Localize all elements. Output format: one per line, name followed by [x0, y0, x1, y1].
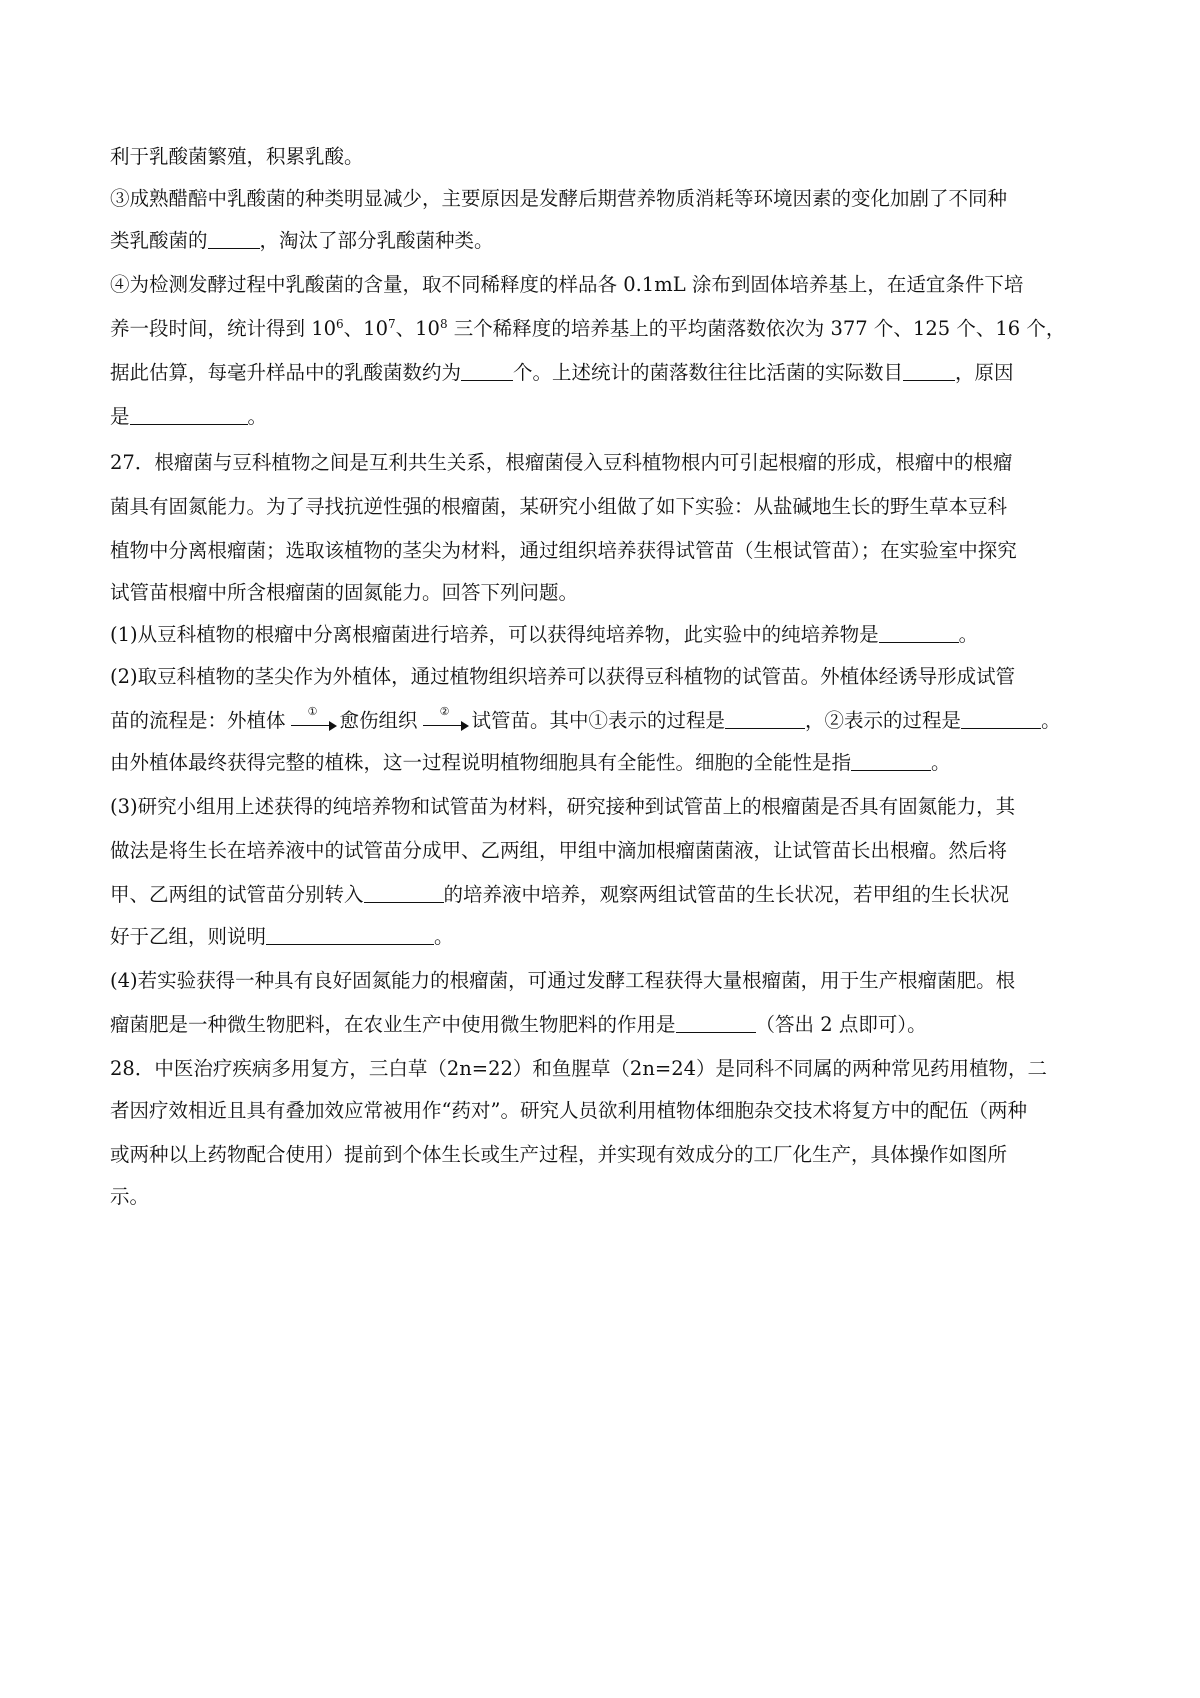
process-arrow — [289, 706, 337, 736]
text: 或两种以上药物配合使用）提前到个体生长或生产过程，并实现有效成分的工厂化生产，具体操作如图所 — [110, 1143, 1008, 1166]
text-line — [110, 1140, 1007, 1170]
text: (4)若实验获得一种具有良好固氮能力的根瘤菌，可通过发酵工程获得大量根瘤菌，用于生产根瘤菌肥。根 — [110, 969, 1016, 992]
text: 的培养液中培养，观察两组试管苗的生长状况，若甲组的生长状况 — [443, 883, 1010, 906]
text: 愈伤组织 — [339, 709, 418, 732]
question-28-line — [110, 1054, 1047, 1084]
text-line — [110, 1010, 927, 1040]
text-line — [110, 402, 267, 432]
answer-blank[interactable] — [903, 360, 955, 381]
text: 27．根瘤菌与豆科植物之间是互利共生关系，根瘤菌侵入豆科植物根内可引起根瘤的形成，根瘤中的根瘤 — [110, 451, 1013, 474]
text-line — [110, 226, 494, 256]
question-27-line — [110, 448, 1012, 478]
text: ④为检测发酵过程中乳酸菌的含量，取不同稀释度的样品各 0.1mL 涂布到固体培养基上，在适宜条件下培 — [110, 273, 1024, 296]
text: 28．中医治疗疾病多用复方，三白草（2n=22）和鱼腥草（2n=24）是同科不同属的两种常见药用植物，二 — [110, 1057, 1048, 1080]
text-line — [110, 1182, 149, 1212]
answer-blank[interactable] — [130, 404, 248, 425]
text: 利于乳酸菌繁殖，积累乳酸。 — [110, 145, 364, 168]
text: 、10 — [395, 317, 440, 340]
text: 养一段时间，统计得到 10 — [110, 317, 337, 340]
text: 瘤菌肥是一种微生物肥料，在农业生产中使用微生物肥料的作用是 — [110, 1013, 676, 1036]
text: 。 — [247, 405, 268, 428]
text: 。 — [931, 751, 951, 774]
text-line — [110, 620, 978, 650]
answer-blank[interactable] — [208, 228, 260, 249]
text: (2)取豆科植物的茎尖作为外植体，通过植物组织培养可以获得豆科植物的试管苗。外植体经诱导形成试管 — [110, 665, 1016, 688]
arrow-head-icon — [461, 721, 469, 731]
text-line — [110, 922, 454, 952]
text-line — [110, 142, 364, 172]
arrow-shaft — [291, 725, 331, 726]
text-line — [110, 880, 1009, 910]
text: 是 — [110, 405, 130, 428]
text: (1)从豆科植物的根瘤中分离根瘤菌进行培养，可以获得纯培养物，此实验中的纯培养物是 — [110, 623, 879, 646]
answer-blank[interactable] — [725, 708, 805, 729]
exponent: 7 — [387, 317, 396, 331]
answer-blank[interactable] — [676, 1012, 756, 1033]
text-line — [110, 492, 1007, 522]
answer-blank[interactable] — [364, 882, 444, 903]
text: 苗的流程是：外植体 — [110, 709, 286, 732]
text: ，原因 — [955, 361, 1014, 384]
text: 试管苗。其中①表示的过程是 — [471, 709, 726, 732]
text: 三个稀释度的培养基上的平均菌落数依次为 377 个、125 个、16 个， — [447, 317, 1066, 340]
text: ③成熟醋醅中乳酸菌的种类明显减少，主要原因是发酵后期营养物质消耗等环境因素的变化加剧了不同种 — [110, 187, 1008, 210]
text: （答出 2 点即可）。 — [755, 1013, 927, 1036]
text: 、10 — [343, 317, 388, 340]
text: 。 — [1041, 709, 1061, 732]
text: 。 — [958, 623, 979, 646]
arrow-head-icon — [329, 721, 337, 731]
text-line — [110, 1096, 1027, 1126]
text: (3)研究小组用上述获得的纯培养物和试管苗为材料，研究接种到试管苗上的根瘤菌是否具有固氮能力，其 — [110, 795, 1016, 818]
text-line — [110, 358, 1014, 388]
text: 类乳酸菌的 — [110, 229, 208, 252]
exponent: 8 — [439, 317, 448, 331]
arrow-label: ① — [307, 705, 318, 718]
text: 做法是将生长在培养液中的试管苗分成甲、乙两组，甲组中滴加根瘤菌菌液，让试管苗长出根瘤。然后将 — [110, 839, 1008, 862]
arrow-label: ② — [439, 705, 450, 718]
text: 好于乙组，则说明 — [110, 925, 267, 948]
answer-blank[interactable] — [879, 622, 959, 643]
text-line — [110, 706, 1061, 736]
answer-blank[interactable] — [851, 750, 931, 771]
answer-blank[interactable] — [266, 924, 434, 945]
answer-blank[interactable] — [961, 708, 1041, 729]
text-line — [110, 270, 1023, 300]
text: 者因疗效相近且具有叠加效应常被用作“药对”。研究人员欲利用植物体细胞杂交技术将复方中的配伍（两种 — [110, 1099, 1027, 1122]
text: 。 — [434, 925, 454, 948]
answer-blank[interactable] — [461, 360, 513, 381]
text-line — [110, 184, 1007, 214]
text-line — [110, 662, 1015, 692]
process-arrow — [421, 706, 469, 736]
text: 据此估算，每毫升样品中的乳酸菌数约为 — [110, 361, 462, 384]
text: 个。上述统计的菌落数往往比活菌的实际数目 — [513, 361, 904, 384]
arrow-shaft — [423, 725, 463, 726]
text: 植物中分离根瘤菌；选取该植物的茎尖为材料，通过组织培养获得试管苗（生根试管苗）；在实验室中探究 — [110, 539, 1017, 562]
text-line — [110, 792, 1015, 822]
text-line — [110, 836, 1007, 866]
text: ，淘汰了部分乳酸菌种类。 — [259, 229, 494, 252]
text: 由外植体最终获得完整的植株，这一过程说明植物细胞具有全能性。细胞的全能性是指 — [110, 751, 852, 774]
text: ，②表示的过程是 — [805, 709, 962, 732]
text-line — [110, 314, 1065, 344]
text-line — [110, 536, 1017, 566]
text-line — [110, 748, 951, 778]
text: 甲、乙两组的试管苗分别转入 — [110, 883, 364, 906]
text: 试管苗根瘤中所含根瘤菌的固氮能力。回答下列问题。 — [110, 581, 579, 604]
exponent: 6 — [336, 317, 344, 331]
text: 示。 — [110, 1185, 150, 1208]
text-line — [110, 966, 1015, 996]
text: 菌具有固氮能力。为了寻找抗逆性强的根瘤菌，某研究小组做了如下实验：从盐碱地生长的野生草本豆科 — [110, 495, 1008, 518]
text-line — [110, 578, 578, 608]
